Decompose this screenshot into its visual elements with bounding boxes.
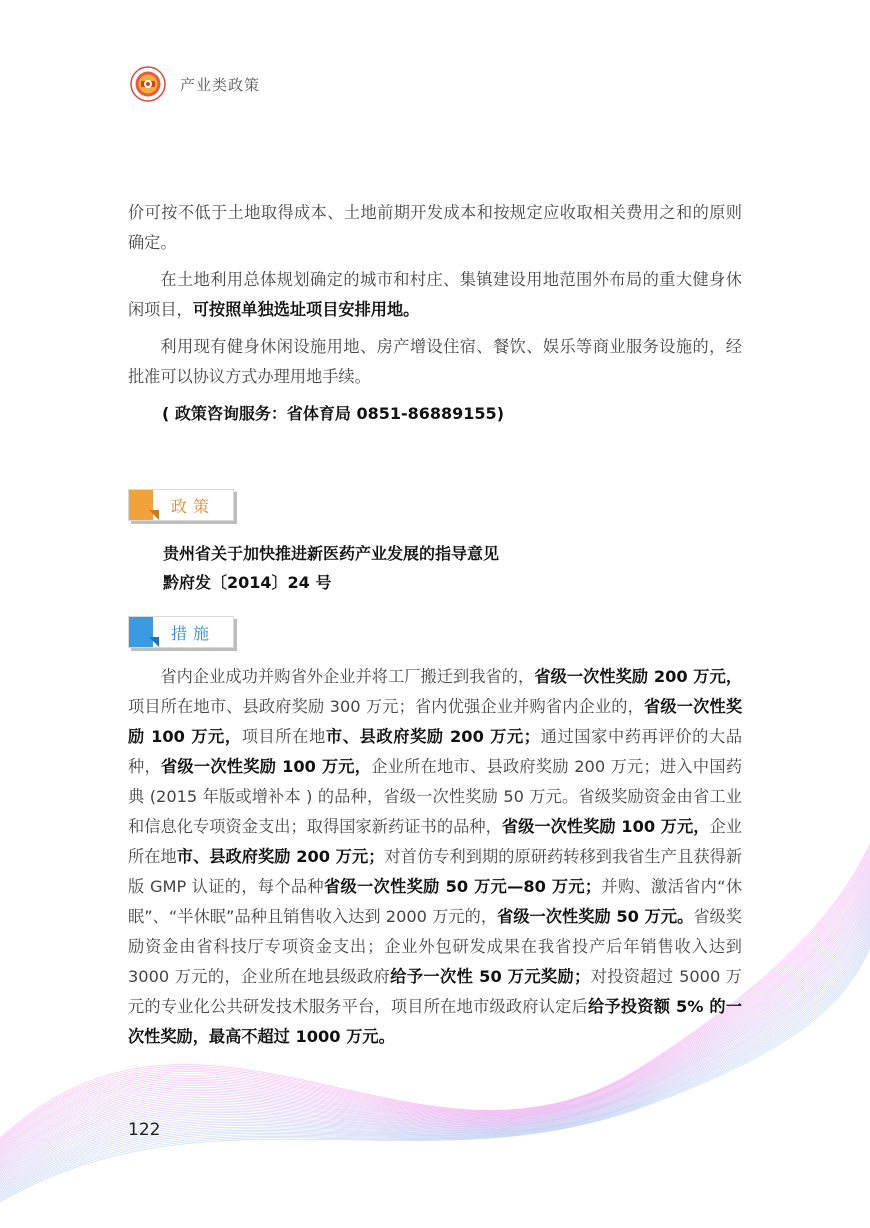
policy-doc-number: 黔府发〔2014〕24 号 <box>163 573 332 592</box>
measure-tag <box>128 616 234 648</box>
tag-fold <box>149 510 159 520</box>
paragraph-text: 价可按不低于土地取得成本、土地前期开发成本和按规定应收取相关费用之和的原则确定。 <box>128 203 742 252</box>
bold-run: 省级一次性奖励 50 万元—80 万元； <box>323 877 602 896</box>
text-run: 企业所在地 <box>128 817 743 866</box>
emblem-logo-icon <box>130 66 166 102</box>
tag-label: 措施 <box>171 624 216 643</box>
paragraph-land-site <box>128 265 742 325</box>
paragraph-land-price <box>128 198 742 258</box>
policy-title: 贵州省关于加快推进新医药产业发展的指导意见 <box>163 544 500 563</box>
text-run: 项目所在地市、县政府奖励 300 万元；省内优强企业并购省内企业的， <box>128 697 645 716</box>
bold-run: 省级一次性奖励 50 万元。 <box>497 907 694 926</box>
page-header <box>130 66 260 102</box>
policy-tag <box>128 489 234 521</box>
bold-run: 给予一次性 50 万元奖励； <box>390 967 591 986</box>
bold-run: 给予投资额 5% 的一次性奖励，最高不超过 1000 万元。 <box>128 997 742 1046</box>
text-run: 通过国家中药再评价的大品种， <box>128 727 743 776</box>
bold-run: 市、县政府奖励 200 万元； <box>325 727 540 746</box>
text-run: 企业所在地市、县政府奖励 200 万元；进入中国药典 (2015 年版或增补本 ) 的品种，省级一次性奖励 50 万元。省级奖励资金由省工业和信息化专项资金支出；取得国家新药证书的品种， <box>128 757 743 836</box>
text-run: 省内企业成功并购省外企业并将工厂搬迁到我省的， <box>160 667 535 686</box>
paragraph-land-use <box>128 332 742 392</box>
policy-consult-line: ( 政策咨询服务：省体育局 0851-86889155) <box>162 404 505 423</box>
text-run: 对首仿专利到期的原研药转移到我省生产且获得新版 GMP 认证的，每个品种 <box>128 847 743 896</box>
text-run: 对投资超过 5000 万元的专业化公共研发技术服务平台，项目所在地市级政府认定后 <box>128 967 742 1016</box>
paragraph-text: 利用现有健身休闲设施用地、房产增设住宿、餐饮、娱乐等商业服务设施的，经批准可以协议方式办理用地手续。 <box>128 337 742 386</box>
bold-run: 省级一次性奖励 100 万元， <box>128 697 743 746</box>
bold-run: 市、县政府奖励 200 万元； <box>176 847 385 866</box>
text-run: 省级奖励资金由省科技厅专项资金支出；企业外包研发成果在我省投产后年销售收入达到 3000 万元的，企业所在地县级政府 <box>128 907 742 986</box>
measure-paragraph <box>128 662 742 1052</box>
bold-run: 省级一次性奖励 100 万元， <box>160 757 372 776</box>
tag-label: 政策 <box>171 497 216 516</box>
paragraph-bold-text: 可按照单独选址项目安排用地。 <box>192 300 420 319</box>
bold-run: 省级一次性奖励 100 万元， <box>501 817 710 836</box>
text-run: 并购、激活省内“休眠”、“半休眠”品种且销售收入达到 2000 万元的， <box>128 877 743 926</box>
header-title: 产业类政策 <box>180 75 261 94</box>
text-run: 项目所在地 <box>241 727 326 746</box>
bold-run: 省级一次性奖励 200 万元， <box>534 667 743 686</box>
paragraph-text: 在土地利用总体规划确定的城市和村庄、集镇建设用地范围外布局的重大健身休闲项目， <box>128 270 742 319</box>
page-number: 122 <box>128 1120 161 1140</box>
tag-fold <box>149 637 159 647</box>
